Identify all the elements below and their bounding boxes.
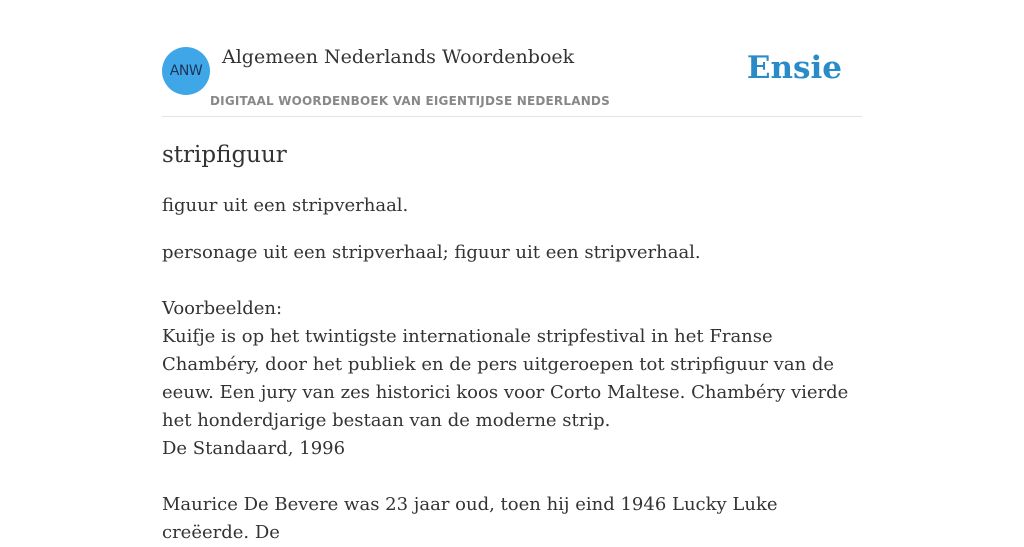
- examples-label: Voorbeelden:: [162, 298, 283, 319]
- definition-1: figuur uit een stripverhaal.: [162, 195, 409, 216]
- entry-content: [162, 140, 862, 547]
- definition-2: personage uit een stripverhaal; figuur uit een stripverhaal.: [162, 242, 701, 263]
- site-title[interactable]: Algemeen Nederlands Woordenboek: [222, 46, 575, 68]
- spacer: [162, 267, 862, 295]
- logo-text: ANW: [169, 63, 203, 79]
- example-2-text: Maurice De Bevere was 23 jaar oud, toen hij eind 1946 Lucky Luke creëerde. De: [162, 494, 778, 543]
- example-1-text: Kuifje is op het twintigste internationale stripfestival in het Franse Chambéry, door het publiek en de pers uitgeroepen tot stripfiguur van de eeuw. Een jury van zes historici koos voor Corto Maltese. Chambéry vierde het honderdjarige bestaan van de moderne strip.: [162, 326, 849, 431]
- site-subtitle: DIGITAAL WOORDENBOEK VAN EIGENTIJDSE NEDERLANDS: [210, 94, 610, 108]
- entry-headword: stripfiguur: [162, 142, 287, 168]
- site-header: [162, 38, 862, 117]
- ensie-brand-logo[interactable]: Ensie: [746, 50, 842, 86]
- example-1-source: De Standaard, 1996: [162, 438, 346, 459]
- anw-logo[interactable]: [162, 47, 210, 95]
- spacer: [162, 463, 862, 491]
- examples-block: [162, 295, 862, 547]
